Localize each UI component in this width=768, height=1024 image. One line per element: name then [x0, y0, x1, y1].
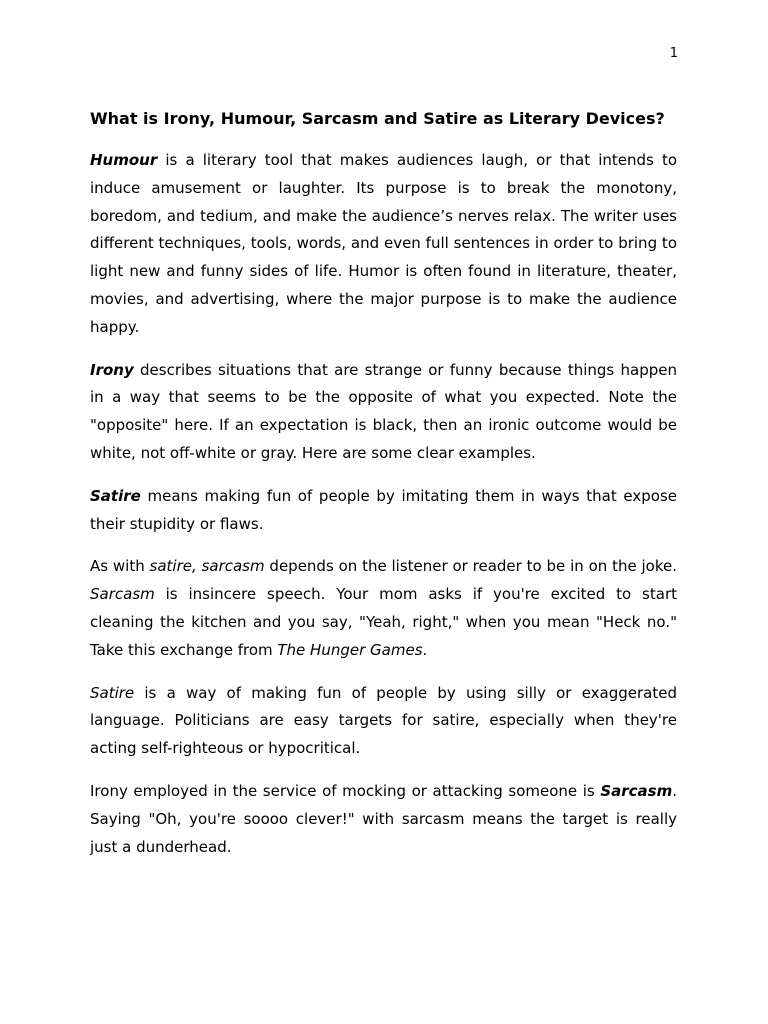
paragraph-sarcasm-mid-2: is insincere speech. Your mom asks if you're excited to start cleaning the kitchen and you say, "Yeah, right," when you mean "Heck no." Take this exchange from [90, 585, 677, 659]
paragraph-sarcasm-end: . [422, 640, 428, 659]
paragraph-satire-2 [90, 680, 677, 763]
term-humour: Humour [90, 151, 158, 169]
paragraph-irony-text: describes situations that are strange or funny because things happen in a way that seems to be the opposite of what you expected. Note the "opposite" here. If an expectation is black, then an ironic outcome would be white, not off-white or gray. Here are some clear examples. [90, 360, 677, 462]
paragraph-satire-text: means making fun of people by imitating them in ways that expose their stupidity or flaws. [90, 486, 677, 533]
paragraph-sarcasm [90, 553, 677, 664]
term-irony: Irony [90, 360, 134, 379]
document-title: What is Irony, Humour, Sarcasm and Satire as Literary Devices? [90, 109, 665, 128]
paragraph-irony [90, 357, 677, 468]
paragraph-humour [90, 147, 677, 342]
term-sarcasm: Sarcasm [600, 781, 673, 800]
paragraph-sarcasm-mid-1: depends on the listener or reader to be in on the joke. [264, 557, 677, 576]
term-satire: Satire [90, 486, 141, 505]
document-body [90, 104, 677, 876]
italic-satire: Satire [90, 683, 135, 702]
italic-satire-sarcasm: satire, sarcasm [149, 557, 265, 576]
paragraph-satire-2-text: is a way of making fun of people by using silly or exaggerated language. Politicians are easy targets for satire, especially when they're acting self-righteous or hypocritical. [90, 683, 677, 758]
page-number: 1 [669, 46, 678, 61]
paragraph-irony-sarcasm [90, 778, 677, 861]
paragraph-satire [90, 483, 677, 539]
italic-sarcasm: Sarcasm [90, 585, 155, 604]
paragraph-irony-sarcasm-lead: Irony employed in the service of mocking or attacking someone is [90, 781, 601, 800]
paragraph-irony-sarcasm-text: . Saying "Oh, you're soooo clever!" with sarcasm means the target is really just a dunderhead. [90, 781, 677, 856]
paragraph-sarcasm-lead: As with [90, 557, 150, 576]
paragraph-humour-text: is a literary tool that makes audiences laugh, or that intends to induce amusement or laughter. Its purpose is to break the monotony, boredom, and tedium, and make the audience’s nerves relax. The writer uses different techniques, tools, words, and even full sentences in order to bring to light new and funny sides of life. Humor is often found in literature, theater, movies, and advertising, where the major purpose is to make the audience happy. [90, 151, 677, 336]
book-title-hunger-games: The Hunger Games [277, 640, 423, 659]
